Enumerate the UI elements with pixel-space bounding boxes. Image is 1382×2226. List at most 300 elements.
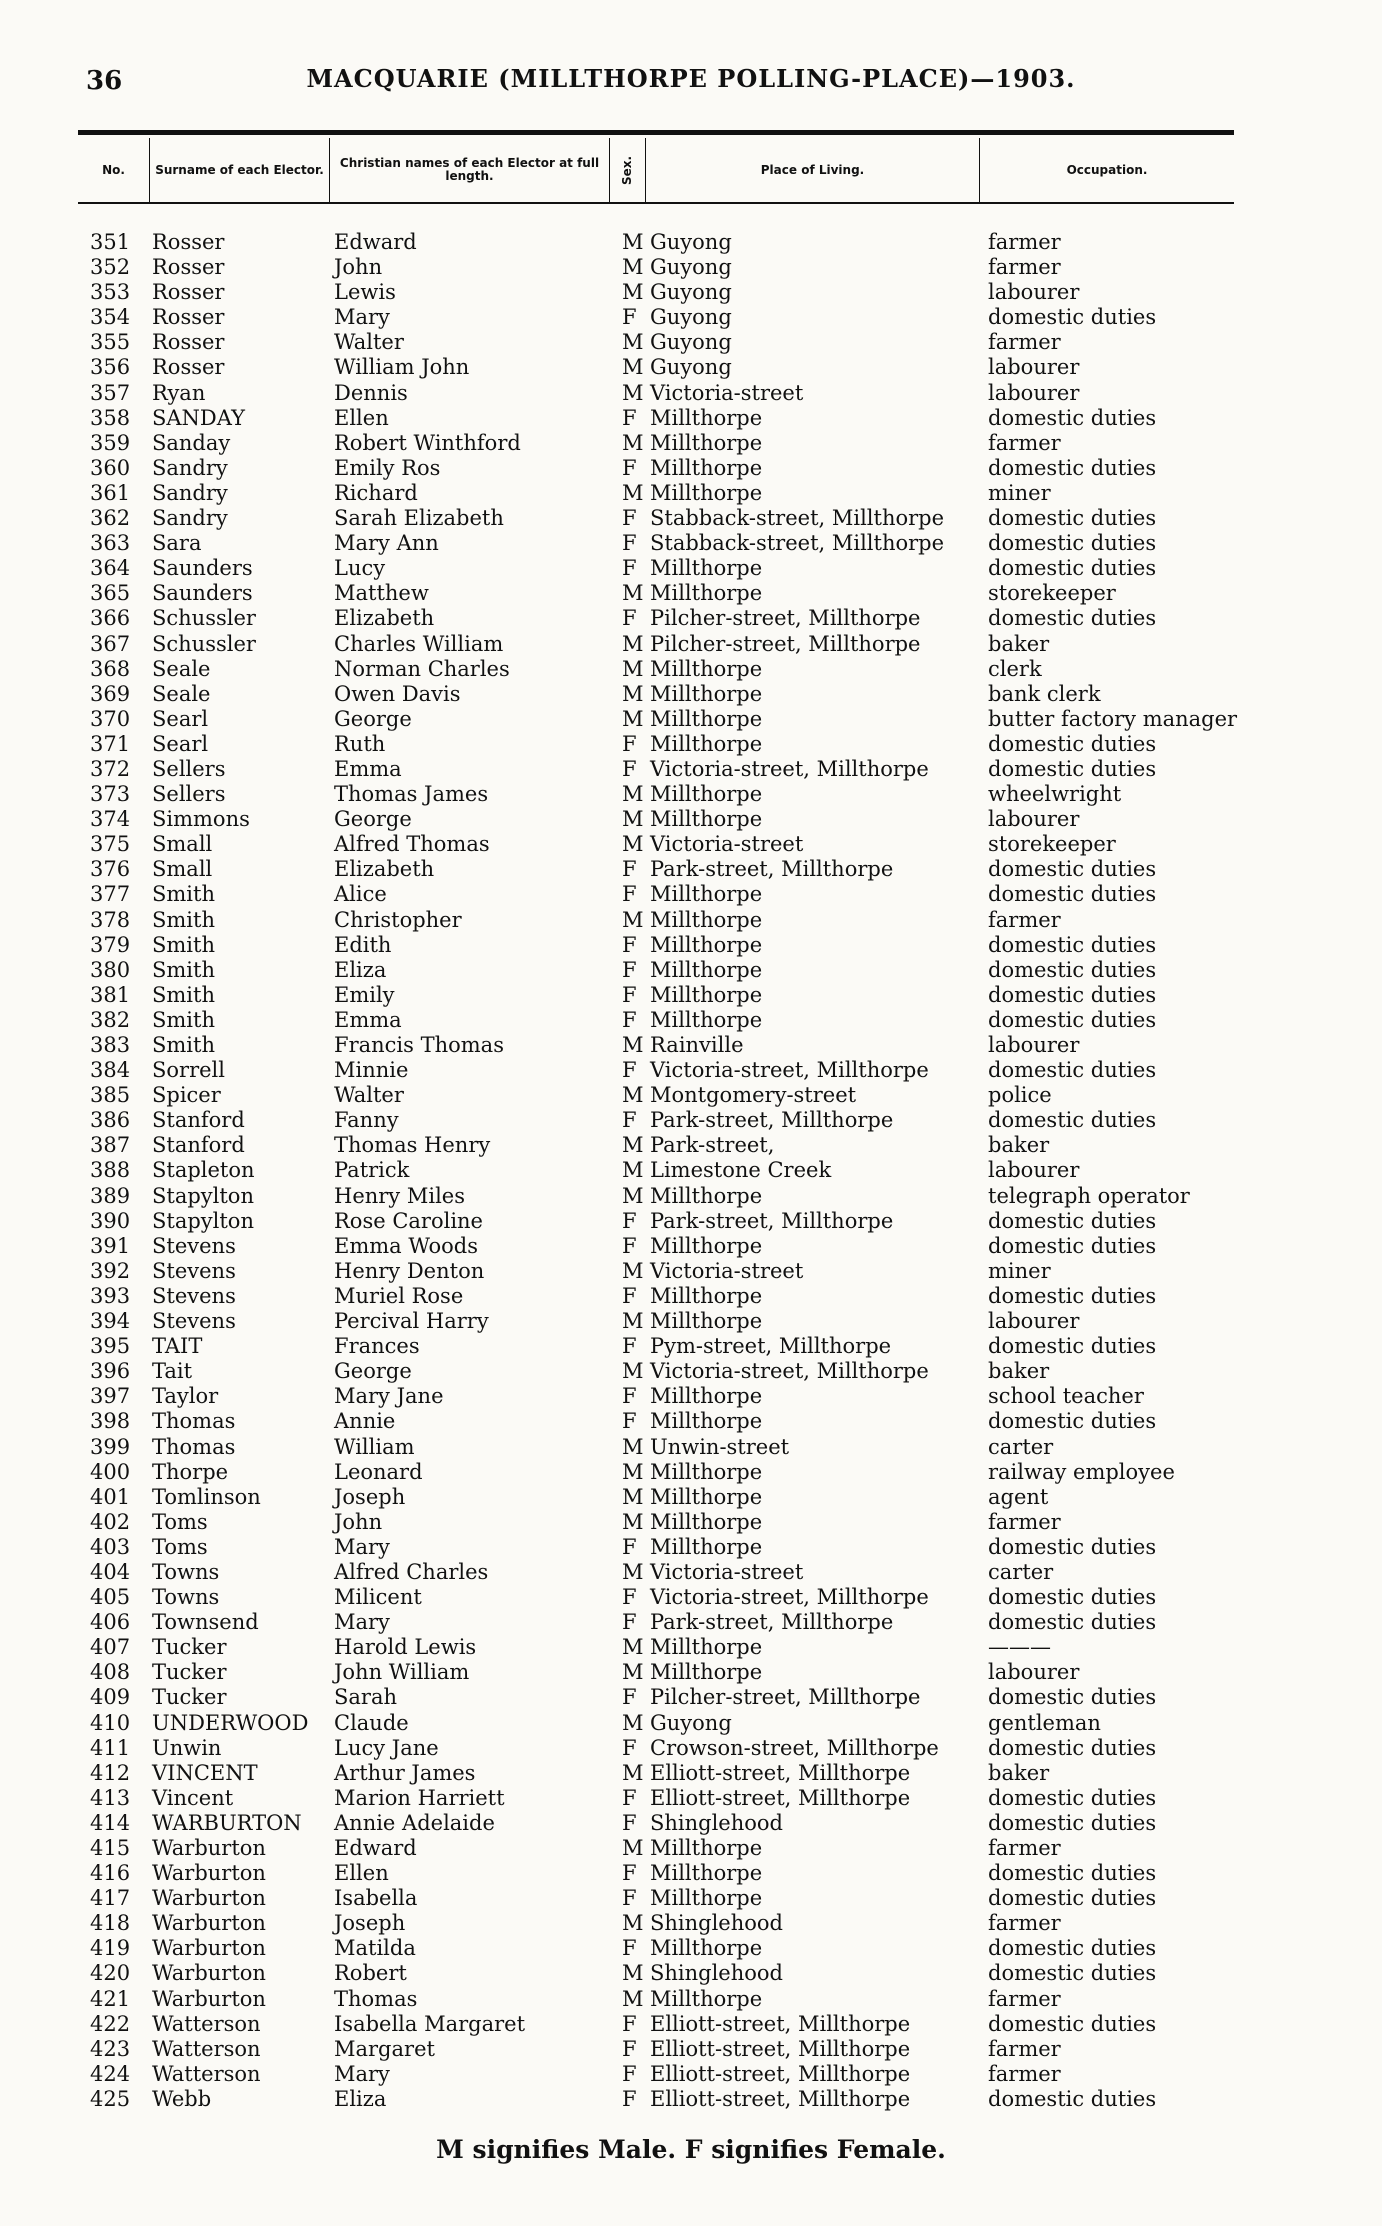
table-row <box>78 1184 1234 1209</box>
table-row <box>78 1761 1234 1786</box>
elector-sex: F <box>622 556 637 581</box>
elector-number: 421 <box>90 1986 131 2011</box>
table-row <box>78 2012 1234 2037</box>
table-row <box>78 682 1234 707</box>
elector-place-of-living: Victoria-street, Millthorpe <box>650 1585 929 1610</box>
elector-christian-names: William <box>334 1434 415 1459</box>
table-row <box>78 782 1234 807</box>
elector-number: 373 <box>90 782 131 807</box>
elector-surname: Towns <box>152 1559 220 1584</box>
elector-place-of-living: Pym-street, Millthorpe <box>650 1334 892 1359</box>
elector-christian-names: Matthew <box>334 581 429 606</box>
elector-christian-names: Leonard <box>334 1459 423 1484</box>
elector-surname: Schussler <box>152 606 256 631</box>
table-row <box>78 832 1234 857</box>
elector-occupation: baker <box>988 1133 1050 1158</box>
elector-christian-names: Ruth <box>334 731 386 756</box>
elector-surname: Tucker <box>152 1635 227 1660</box>
elector-surname: WARBURTON <box>152 1810 302 1835</box>
elector-sex: F <box>622 857 637 882</box>
elector-place-of-living: Shinglehood <box>650 1911 783 1936</box>
elector-place-of-living: Guyong <box>650 305 732 330</box>
elector-christian-names: Marion Harriett <box>334 1785 505 1810</box>
elector-surname: Tomlinson <box>152 1484 261 1509</box>
elector-surname: Sanday <box>152 430 231 455</box>
elector-sex: F <box>622 982 637 1007</box>
elector-christian-names: George <box>334 706 412 731</box>
elector-surname: Smith <box>152 932 215 957</box>
elector-place-of-living: Millthorpe <box>650 455 763 480</box>
table-row <box>78 1083 1234 1108</box>
elector-sex: F <box>622 531 637 556</box>
elector-number: 393 <box>90 1283 131 1308</box>
elector-christian-names: Emma Woods <box>334 1233 479 1258</box>
elector-occupation: domestic duties <box>988 932 1157 957</box>
elector-number: 386 <box>90 1108 131 1133</box>
elector-christian-names: Harold Lewis <box>334 1635 477 1660</box>
elector-surname: VINCENT <box>152 1760 258 1785</box>
elector-surname: Sandry <box>152 455 228 480</box>
elector-christian-names: Edward <box>334 230 417 254</box>
elector-place-of-living: Millthorpe <box>650 1384 763 1409</box>
elector-surname: Warburton <box>152 1986 266 2011</box>
table-header <box>78 138 1234 204</box>
elector-occupation: police <box>988 1083 1052 1108</box>
header-christian-names: Christian names of each Elector at full length. <box>330 138 610 202</box>
elector-surname: Sandry <box>152 480 228 505</box>
table-row <box>78 1736 1234 1761</box>
elector-christian-names: Emily Ros <box>334 455 441 480</box>
elector-number: 412 <box>90 1760 131 1785</box>
elector-number: 370 <box>90 706 131 731</box>
table-row <box>78 1234 1234 1259</box>
elector-sex: F <box>622 957 637 982</box>
elector-occupation: labourer <box>988 1309 1080 1334</box>
elector-sex: M <box>622 706 644 731</box>
elector-number: 424 <box>90 2061 131 2086</box>
elector-occupation: domestic duties <box>988 606 1157 631</box>
table-row <box>78 506 1234 531</box>
elector-place-of-living: Victoria-street <box>650 1258 804 1283</box>
table-row <box>78 355 1234 380</box>
table-row <box>78 706 1238 732</box>
elector-place-of-living: Millthorpe <box>650 1635 763 1660</box>
elector-place-of-living: Millthorpe <box>650 1459 763 1484</box>
table-row <box>78 280 1234 305</box>
elector-sex: F <box>622 1810 637 1835</box>
elector-number: 375 <box>90 832 131 857</box>
table-row <box>78 2062 1234 2087</box>
elector-number: 377 <box>90 882 131 907</box>
elector-christian-names: Lucy <box>334 556 386 581</box>
elector-surname: Webb <box>152 2086 212 2111</box>
elector-number: 396 <box>90 1359 131 1384</box>
elector-number: 361 <box>90 480 131 505</box>
elector-sex: M <box>622 380 644 405</box>
elector-place-of-living: Millthorpe <box>650 1534 763 1559</box>
table-row <box>78 1786 1234 1811</box>
elector-surname: TAIT <box>152 1334 203 1359</box>
elector-christian-names: Percival Harry <box>334 1309 489 1334</box>
table-row <box>78 531 1234 556</box>
elector-sex: F <box>622 1685 637 1710</box>
table-row <box>78 2037 1234 2062</box>
elector-number: 381 <box>90 982 131 1007</box>
elector-christian-names: Walter <box>334 1083 404 1108</box>
elector-occupation: farmer <box>988 1836 1061 1860</box>
table-row <box>78 1485 1234 1510</box>
elector-surname: Thomas <box>152 1409 236 1434</box>
table-row <box>78 1585 1234 1610</box>
elector-number: 358 <box>90 405 131 430</box>
elector-number: 394 <box>90 1309 131 1334</box>
elector-place-of-living: Rainville <box>650 1033 744 1057</box>
elector-number: 414 <box>90 1810 131 1835</box>
elector-occupation: domestic duties <box>988 1208 1157 1233</box>
elector-place-of-living: Millthorpe <box>650 982 763 1007</box>
table-row <box>78 1359 1234 1384</box>
elector-surname: Warburton <box>152 1936 266 1961</box>
elector-place-of-living: Millthorpe <box>650 1409 763 1434</box>
elector-surname: Ryan <box>152 380 206 405</box>
elector-place-of-living: Millthorpe <box>650 1183 763 1208</box>
elector-occupation: farmer <box>988 230 1061 254</box>
elector-surname: Seale <box>152 681 211 706</box>
elector-number: 387 <box>90 1133 131 1158</box>
table-row <box>78 1861 1234 1886</box>
elector-christian-names: John <box>334 255 383 280</box>
elector-surname: Smith <box>152 882 215 907</box>
elector-place-of-living: Millthorpe <box>650 480 763 505</box>
elector-surname: Simmons <box>152 807 250 832</box>
elector-christian-names: George <box>334 1359 412 1384</box>
table-row <box>78 456 1234 481</box>
elector-occupation: farmer <box>988 1986 1061 2011</box>
elector-sex: M <box>622 1559 644 1584</box>
elector-sex: F <box>622 1208 637 1233</box>
elector-place-of-living: Shinglehood <box>650 1810 783 1835</box>
elector-occupation: labourer <box>988 380 1080 405</box>
elector-occupation: domestic duties <box>988 531 1157 556</box>
elector-surname: Rosser <box>152 305 225 330</box>
elector-surname: Stevens <box>152 1309 236 1334</box>
elector-sex: F <box>622 305 637 330</box>
elector-occupation: domestic duties <box>988 957 1157 982</box>
elector-sex: F <box>622 1534 637 1559</box>
elector-occupation: telegraph operator <box>988 1183 1190 1208</box>
elector-christian-names: Annie Adelaide <box>334 1810 495 1835</box>
elector-surname: Rosser <box>152 255 225 280</box>
table-row <box>78 1811 1234 1836</box>
elector-christian-names: Frances <box>334 1334 420 1359</box>
elector-number: 389 <box>90 1183 131 1208</box>
elector-place-of-living: Millthorpe <box>650 1836 763 1860</box>
elector-place-of-living: Millthorpe <box>650 1484 763 1509</box>
elector-sex: M <box>622 230 644 254</box>
table-row <box>78 1334 1234 1359</box>
elector-sex: M <box>622 255 644 280</box>
elector-sex: F <box>622 1007 637 1032</box>
elector-christian-names: Elizabeth <box>334 857 435 882</box>
elector-christian-names: William John <box>334 355 470 380</box>
elector-sex: F <box>622 756 637 781</box>
elector-occupation: storekeeper <box>988 581 1116 606</box>
elector-christian-names: Norman Charles <box>334 656 510 681</box>
elector-number: 353 <box>90 280 131 305</box>
elector-occupation: farmer <box>988 430 1061 455</box>
elector-number: 356 <box>90 355 131 380</box>
table-row <box>78 255 1234 280</box>
elector-place-of-living: Millthorpe <box>650 1986 763 2011</box>
elector-occupation: domestic duties <box>988 1961 1157 1986</box>
elector-surname: Warburton <box>152 1861 266 1886</box>
elector-number: 352 <box>90 255 131 280</box>
elector-christian-names: Thomas <box>334 1986 418 2011</box>
elector-place-of-living: Millthorpe <box>650 907 763 932</box>
elector-christian-names: Fanny <box>334 1108 399 1133</box>
elector-occupation: domestic duties <box>988 1283 1157 1308</box>
elector-place-of-living: Millthorpe <box>650 681 763 706</box>
elector-sex: F <box>622 405 637 430</box>
elector-place-of-living: Guyong <box>650 355 732 380</box>
elector-number: 403 <box>90 1534 131 1559</box>
elector-occupation: labourer <box>988 1033 1080 1057</box>
table-row <box>78 807 1234 832</box>
elector-christian-names: Mary <box>334 1610 390 1635</box>
elector-occupation: agent <box>988 1484 1049 1509</box>
elector-place-of-living: Park-street, Millthorpe <box>650 1108 894 1133</box>
elector-sex: F <box>622 1058 637 1083</box>
elector-occupation: carter <box>988 1559 1054 1584</box>
elector-number: 372 <box>90 756 131 781</box>
elector-place-of-living: Park-street, Millthorpe <box>650 1208 894 1233</box>
elector-number: 380 <box>90 957 131 982</box>
elector-sex: F <box>622 2011 637 2036</box>
table-row <box>78 330 1234 355</box>
elector-sex: M <box>622 480 644 505</box>
elector-occupation: domestic duties <box>988 1007 1157 1032</box>
elector-place-of-living: Victoria-street <box>650 1559 804 1584</box>
elector-number: 378 <box>90 907 131 932</box>
sex-legend: M signifies Male. F signifies Female. <box>436 2135 946 2164</box>
elector-christian-names: Minnie <box>334 1058 409 1083</box>
elector-place-of-living: Millthorpe <box>650 556 763 581</box>
elector-sex: M <box>622 1359 644 1384</box>
elector-surname: Stevens <box>152 1258 236 1283</box>
elector-christian-names: Eliza <box>334 2086 387 2111</box>
elector-place-of-living: Park-street, Millthorpe <box>650 1610 894 1635</box>
elector-occupation: ——— <box>988 1635 1051 1660</box>
elector-number: 383 <box>90 1033 131 1057</box>
elector-occupation: clerk <box>988 656 1042 681</box>
elector-occupation: domestic duties <box>988 1409 1157 1434</box>
table-row <box>78 1209 1234 1234</box>
elector-place-of-living: Elliott-street, Millthorpe <box>650 2011 911 2036</box>
elector-sex: F <box>622 1936 637 1961</box>
elector-place-of-living: Elliott-street, Millthorpe <box>650 2061 911 2086</box>
elector-occupation: domestic duties <box>988 982 1157 1007</box>
elector-number: 415 <box>90 1836 131 1860</box>
table-row <box>78 381 1234 406</box>
elector-christian-names: Alfred Thomas <box>334 832 490 857</box>
elector-sex: M <box>622 782 644 807</box>
elector-sex: M <box>622 1133 644 1158</box>
elector-place-of-living: Park-street, <box>650 1133 775 1158</box>
elector-christian-names: Henry Miles <box>334 1183 465 1208</box>
elector-number: 423 <box>90 2036 131 2061</box>
elector-occupation: farmer <box>988 2036 1061 2061</box>
elector-occupation: domestic duties <box>988 1108 1157 1133</box>
elector-number: 366 <box>90 606 131 631</box>
elector-number: 407 <box>90 1635 131 1660</box>
elector-place-of-living: Elliott-street, Millthorpe <box>650 1760 911 1785</box>
elector-place-of-living: Millthorpe <box>650 656 763 681</box>
elector-occupation: domestic duties <box>988 1735 1157 1760</box>
elector-number: 422 <box>90 2011 131 2036</box>
elector-surname: Rosser <box>152 330 225 355</box>
elector-occupation: labourer <box>988 1660 1080 1685</box>
elector-surname: Warburton <box>152 1836 266 1860</box>
elector-sex: M <box>622 581 644 606</box>
elector-surname: Thomas <box>152 1434 236 1459</box>
table-row <box>78 1535 1234 1560</box>
table-row <box>78 305 1234 330</box>
elector-surname: Sara <box>152 531 202 556</box>
elector-place-of-living: Elliott-street, Millthorpe <box>650 2036 911 2061</box>
elector-occupation: baker <box>988 631 1050 656</box>
elector-surname: Rosser <box>152 280 225 305</box>
elector-occupation: domestic duties <box>988 1886 1157 1911</box>
table-row <box>78 2087 1234 2112</box>
elector-surname: Smith <box>152 907 215 932</box>
elector-occupation: domestic duties <box>988 1334 1157 1359</box>
elector-place-of-living: Victoria-street <box>650 832 804 857</box>
elector-surname: Searl <box>152 706 209 731</box>
elector-christian-names: Milicent <box>334 1585 422 1610</box>
elector-christian-names: Francis Thomas <box>334 1033 504 1057</box>
elector-place-of-living: Millthorpe <box>650 1936 763 1961</box>
elector-surname: Seale <box>152 656 211 681</box>
elector-surname: Stapylton <box>152 1208 254 1233</box>
elector-place-of-living: Millthorpe <box>650 1861 763 1886</box>
elector-occupation: domestic duties <box>988 1810 1157 1835</box>
elector-surname: Stanford <box>152 1133 245 1158</box>
elector-number: 401 <box>90 1484 131 1509</box>
elector-sex: M <box>622 280 644 305</box>
elector-christian-names: John William <box>334 1660 470 1685</box>
elector-place-of-living: Guyong <box>650 1710 732 1735</box>
elector-surname: Stapleton <box>152 1158 255 1183</box>
table-row <box>78 1133 1234 1158</box>
elector-place-of-living: Shinglehood <box>650 1961 783 1986</box>
elector-occupation: farmer <box>988 1509 1061 1534</box>
elector-sex: F <box>622 2061 637 2086</box>
elector-surname: Tucker <box>152 1660 227 1685</box>
elector-occupation: farmer <box>988 330 1061 355</box>
elector-occupation: domestic duties <box>988 305 1157 330</box>
elector-christian-names: Owen Davis <box>334 681 461 706</box>
elector-place-of-living: Millthorpe <box>650 1509 763 1534</box>
elector-surname: Warburton <box>152 1961 266 1986</box>
elector-occupation: domestic duties <box>988 882 1157 907</box>
elector-occupation: farmer <box>988 2061 1061 2086</box>
elector-occupation: domestic duties <box>988 857 1157 882</box>
elector-place-of-living: Millthorpe <box>650 932 763 957</box>
elector-christian-names: Lewis <box>334 280 396 305</box>
elector-occupation: domestic duties <box>988 2086 1157 2111</box>
elector-number: 400 <box>90 1459 131 1484</box>
elector-number: 382 <box>90 1007 131 1032</box>
elector-surname: Stanford <box>152 1108 245 1133</box>
elector-place-of-living: Stabback-street, Millthorpe <box>650 531 945 556</box>
elector-sex: F <box>622 882 637 907</box>
elector-place-of-living: Millthorpe <box>650 807 763 832</box>
elector-sex: M <box>622 1434 644 1459</box>
table-row <box>78 732 1234 757</box>
elector-sex: F <box>622 731 637 756</box>
header-sex <box>610 138 646 202</box>
elector-sex: M <box>622 681 644 706</box>
elector-sex: F <box>622 1861 637 1886</box>
elector-christian-names: Elizabeth <box>334 606 435 631</box>
elector-surname: Unwin <box>152 1735 222 1760</box>
elector-christian-names: Emily <box>334 982 395 1007</box>
elector-christian-names: Alfred Charles <box>334 1559 489 1584</box>
elector-number: 357 <box>90 380 131 405</box>
elector-place-of-living: Millthorpe <box>650 1283 763 1308</box>
elector-occupation: bank clerk <box>988 681 1101 706</box>
elector-sex: M <box>622 1660 644 1685</box>
elector-occupation: domestic duties <box>988 1534 1157 1559</box>
table-row <box>78 1284 1234 1309</box>
elector-surname: Warburton <box>152 1911 266 1936</box>
elector-number: 384 <box>90 1058 131 1083</box>
elector-place-of-living: Millthorpe <box>650 957 763 982</box>
table-row <box>78 230 1234 255</box>
elector-surname: Stevens <box>152 1233 236 1258</box>
elector-place-of-living: Millthorpe <box>650 1233 763 1258</box>
elector-occupation: baker <box>988 1760 1050 1785</box>
elector-number: 419 <box>90 1936 131 1961</box>
elector-number: 406 <box>90 1610 131 1635</box>
table-row <box>78 757 1234 782</box>
table-row <box>78 556 1234 581</box>
table-row <box>78 1685 1234 1710</box>
elector-place-of-living: Millthorpe <box>650 882 763 907</box>
header-place-of-living: Place of Living. <box>646 138 980 202</box>
elector-occupation: domestic duties <box>988 1585 1157 1610</box>
elector-number: 359 <box>90 430 131 455</box>
elector-sex: F <box>622 1610 637 1635</box>
elector-surname: Sellers <box>152 756 226 781</box>
elector-occupation: labourer <box>988 280 1080 305</box>
table-row <box>78 1961 1234 1986</box>
elector-christian-names: Henry Denton <box>334 1258 485 1283</box>
elector-sex: M <box>622 430 644 455</box>
elector-christian-names: Mary Jane <box>334 1384 444 1409</box>
elector-christian-names: Robert Winthford <box>334 430 521 455</box>
elector-christian-names: Walter <box>334 330 404 355</box>
elector-sex: M <box>622 631 644 656</box>
elector-surname: SANDAY <box>152 405 245 430</box>
page-title: MACQUARIE (MILLTHORPE POLLING-PLACE)—1903. <box>306 64 1076 93</box>
elector-number: 369 <box>90 681 131 706</box>
elector-place-of-living: Montgomery-street <box>650 1083 857 1108</box>
table-row <box>78 1987 1234 2012</box>
elector-surname: Rosser <box>152 230 225 254</box>
elector-sex: M <box>622 330 644 355</box>
table-row <box>78 1911 1234 1936</box>
